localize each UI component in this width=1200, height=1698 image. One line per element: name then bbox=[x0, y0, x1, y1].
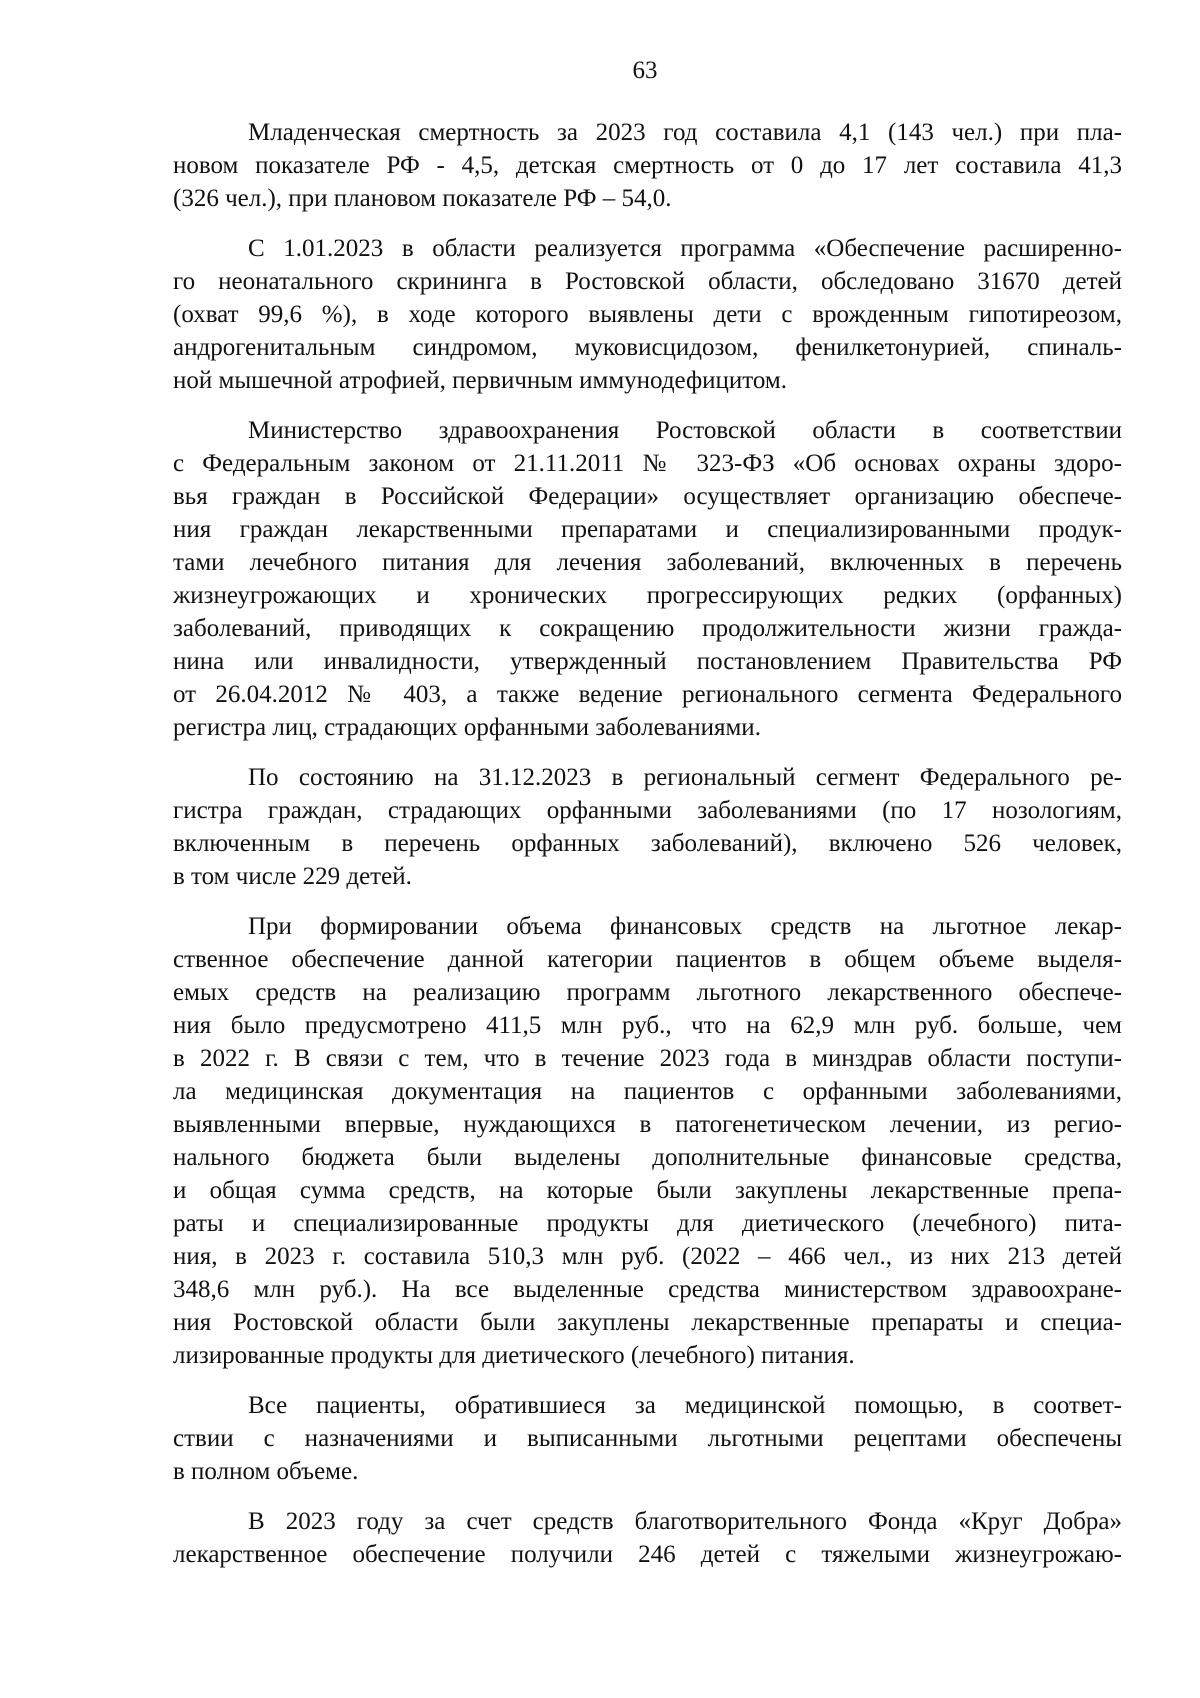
paragraph-funding bbox=[173, 910, 1122, 1372]
text-line: ствии с назначениями и выписанными льготными рецептами обеспечены bbox=[173, 1425, 1122, 1452]
page-number: 63 bbox=[632, 57, 658, 84]
text-line: го неонатального скрининга в Ростовской области, обследовано 31670 детей bbox=[173, 268, 1122, 295]
text-line: новом показателе РФ - 4,5, детская смертность от 0 до 17 лет составила 41,3 bbox=[173, 152, 1122, 179]
text-line: ния граждан лекарственными препаратами и специализированными продук- bbox=[173, 516, 1122, 543]
text-line: гистра граждан, страдающих орфанными заболеваниями (по 17 нозологиям, bbox=[173, 797, 1122, 824]
text-line: Министерство здравоохранения Ростовской области в соответствии bbox=[248, 417, 1122, 444]
text-line: в том числе 229 детей. bbox=[173, 863, 412, 890]
text-line: регистра лиц, страдающих орфанными заболеваниями. bbox=[173, 714, 761, 741]
text-line: ния Ростовской области были закуплены лекарственные препараты и специа- bbox=[173, 1309, 1122, 1336]
text-line: При формировании объема финансовых средств на льготное лекар- bbox=[248, 913, 1122, 940]
paragraph-ministry-orphan-drugs bbox=[173, 414, 1122, 744]
text-line: андрогенитальным синдромом, муковисцидозом, фенилкетонурией, спиналь- bbox=[173, 334, 1122, 361]
paragraph-patients-provided bbox=[173, 1389, 1122, 1488]
text-line: (326 чел.), при плановом показателе РФ – 54,0. bbox=[173, 185, 672, 212]
text-line: тами лечебного питания для лечения заболеваний, включенных в перечень bbox=[173, 549, 1122, 576]
text-line: Младенческая смертность за 2023 год составила 4,1 (143 чел.) при пла- bbox=[248, 119, 1122, 146]
text-line: выявленными впервые, нуждающихся в патогенетическом лечении, из регио- bbox=[173, 1111, 1122, 1138]
text-line: и общая сумма средств, на которые были закуплены лекарственные препа- bbox=[173, 1177, 1122, 1204]
text-line: нального бюджета были выделены дополнительные финансовые средства, bbox=[173, 1144, 1122, 1171]
text-line: лекарственное обеспечение получили 246 детей с тяжелыми жизнеугрожаю- bbox=[173, 1541, 1122, 1568]
text-line: включенным в перечень орфанных заболеваний), включено 526 человек, bbox=[173, 830, 1122, 857]
paragraph-charity-fund bbox=[173, 1505, 1122, 1571]
text-line: ния было предусмотрено 411,5 млн руб., что на 62,9 млн руб. больше, чем bbox=[173, 1012, 1122, 1039]
text-line: заболеваний, приводящих к сокращению продолжительности жизни гражда- bbox=[173, 615, 1122, 642]
paragraph-neonatal-screening bbox=[173, 232, 1122, 397]
text-line: (охват 99,6 %), в ходе которого выявлены дети с врожденным гипотиреозом, bbox=[173, 301, 1122, 328]
text-line: Все пациенты, обратившиеся за медицинской помощью, в соответ- bbox=[248, 1392, 1122, 1419]
paragraph-infant-mortality bbox=[173, 116, 1122, 215]
text-line: нина или инвалидности, утвержденный постановлением Правительства РФ bbox=[173, 648, 1122, 675]
text-line: с Федеральным законом от 21.11.2011 № 323-ФЗ «Об основах охраны здоро- bbox=[173, 450, 1122, 477]
text-line: в полном объеме. bbox=[173, 1458, 359, 1485]
document-body bbox=[173, 116, 1122, 1588]
text-line: раты и специализированные продукты для диетического (лечебного) пита- bbox=[173, 1210, 1122, 1237]
text-line: В 2023 году за счет средств благотворительного Фонда «Круг Добра» bbox=[248, 1508, 1122, 1535]
text-line: ственное обеспечение данной категории пациентов в общем объеме выделя- bbox=[173, 946, 1122, 973]
text-line: По состоянию на 31.12.2023 в региональный сегмент Федерального ре- bbox=[248, 764, 1122, 791]
text-line: 348,6 млн руб.). На все выделенные средства министерством здравоохране- bbox=[173, 1276, 1122, 1303]
paragraph-orphan-register bbox=[173, 761, 1122, 893]
text-line: емых средств на реализацию программ льготного лекарственного обеспече- bbox=[173, 979, 1122, 1006]
text-line: вья граждан в Российской Федерации» осуществляет организацию обеспече- bbox=[173, 483, 1122, 510]
text-line: лизированные продукты для диетического (лечебного) питания. bbox=[173, 1342, 855, 1369]
text-line: ла медицинская документация на пациентов с орфанными заболеваниями, bbox=[173, 1078, 1122, 1105]
text-line: ной мышечной атрофией, первичным иммунодефицитом. bbox=[173, 367, 787, 394]
text-line: С 1.01.2023 в области реализуется программа «Обеспечение расширенно- bbox=[248, 235, 1122, 262]
text-line: ния, в 2023 г. составила 510,3 млн руб. (2022 – 466 чел., из них 213 детей bbox=[173, 1243, 1122, 1270]
text-line: в 2022 г. В связи с тем, что в течение 2023 года в минздрав области поступи- bbox=[173, 1045, 1122, 1072]
text-line: от 26.04.2012 № 403, а также ведение регионального сегмента Федерального bbox=[173, 681, 1122, 708]
text-line: жизнеугрожающих и хронических прогрессирующих редких (орфанных) bbox=[173, 582, 1122, 609]
